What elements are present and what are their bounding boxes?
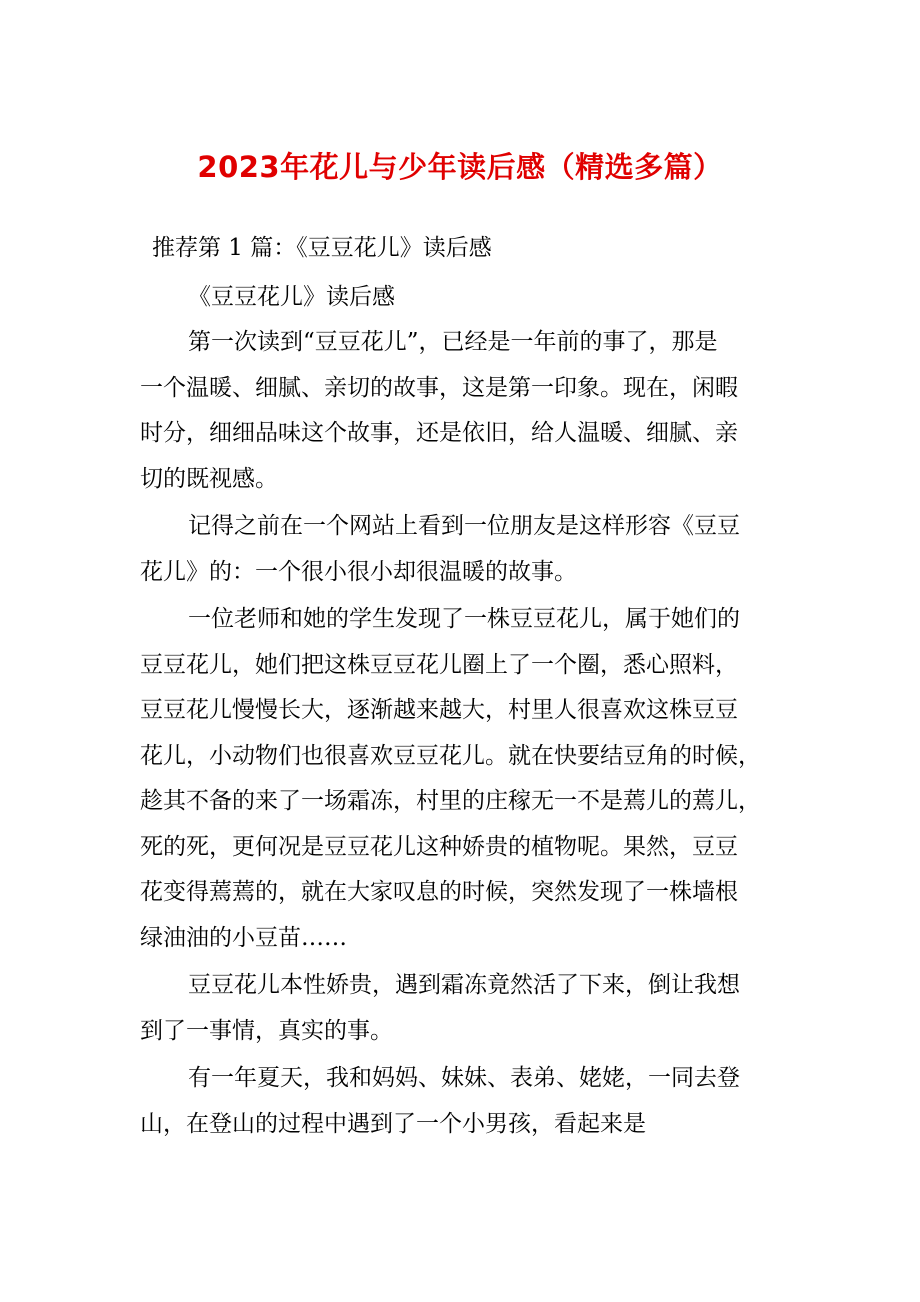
text-line: 豆豆花儿，她们把这株豆豆花儿圈上了一个圈，悉心照料， bbox=[140, 651, 738, 678]
text-line: 有一年夏天，我和妈妈、妹妹、表弟、姥姥，一同去登 bbox=[188, 1065, 740, 1091]
text-line: 死的死，更何况是豆豆花儿这种娇贵的植物呢。果然，豆豆 bbox=[140, 833, 738, 860]
paragraph bbox=[140, 504, 800, 595]
text-line: 豆豆花儿慢慢长大，逐渐越来越大，村里人很喜欢这株豆豆 bbox=[140, 697, 738, 723]
text-line: 趁其不备的来了一场霜冻，村里的庄稼无一不是蔫儿的蔫儿， bbox=[140, 788, 761, 814]
text-line: 山，在登山的过程中遇到了一个小男孩，看起来是 bbox=[140, 1110, 646, 1137]
text-line: 到了一事情，真实的事。 bbox=[140, 1017, 393, 1044]
recommendation-heading: 推荐第 1 篇：《豆豆花儿》读后感 bbox=[152, 235, 492, 261]
paragraph bbox=[140, 1056, 800, 1147]
paragraph bbox=[140, 320, 800, 502]
text-line: 一个温暖、细腻、亲切的故事，这是第一印象。现在，闲暇 bbox=[140, 374, 738, 401]
text-line: 一位老师和她的学生发现了一株豆豆花儿，属于她们的 bbox=[188, 606, 740, 632]
text-line: 时分，细细品味这个故事，还是依旧，给人温暖、细腻、亲 bbox=[140, 420, 738, 446]
article-body bbox=[140, 320, 800, 1149]
text-line: 记得之前在一个网站上看到一位朋友是这样形容《豆豆 bbox=[188, 513, 740, 539]
text-line: 切的既视感。 bbox=[140, 465, 278, 492]
paragraph bbox=[140, 963, 800, 1054]
document-title: 2023年花儿与少年读后感（精选多篇） bbox=[197, 150, 723, 184]
paragraph bbox=[140, 597, 800, 961]
text-line: 第一次读到“豆豆花儿”，已经是一年前的事了，那是 bbox=[188, 329, 718, 355]
text-line: 豆豆花儿本性娇贵，遇到霜冻竟然活了下来，倒让我想 bbox=[188, 972, 740, 998]
text-line: 花儿》的：一个很小很小却很温暖的故事。 bbox=[140, 558, 577, 585]
article-title: 《豆豆花儿》读后感 bbox=[188, 284, 395, 310]
text-line: 花儿，小动物们也很喜欢豆豆花儿。就在快要结豆角的时候， bbox=[140, 742, 761, 769]
text-line: 花变得蔫蔫的，就在大家叹息的时候，突然发现了一株墙根 bbox=[140, 879, 738, 905]
text-line: 绿油油的小豆苗…… bbox=[140, 924, 347, 951]
